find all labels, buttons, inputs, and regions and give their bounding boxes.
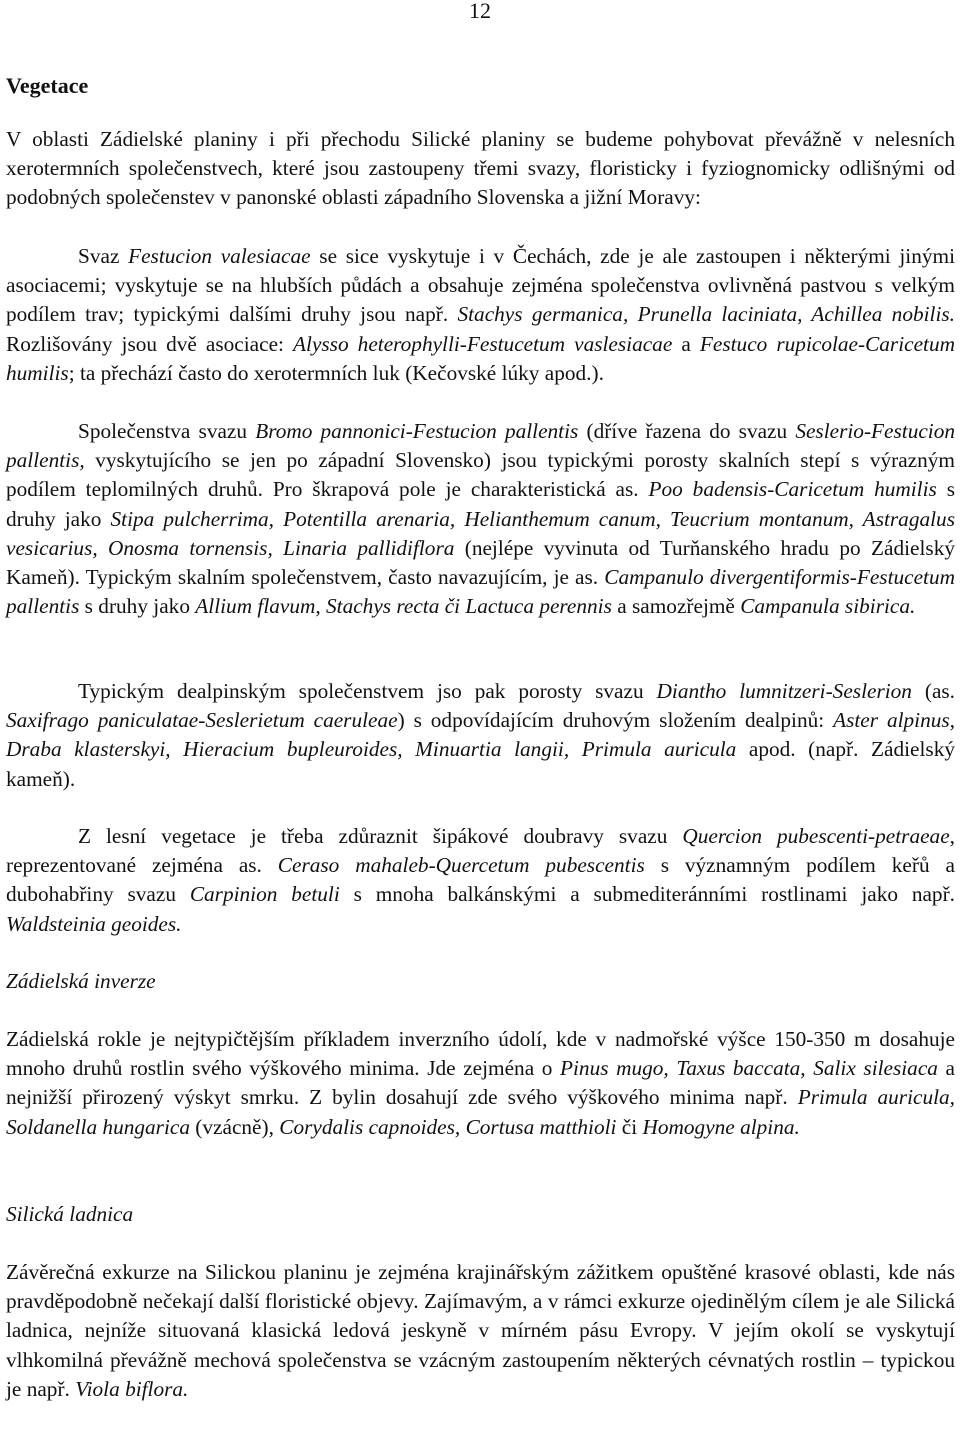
paragraph-forest: Z lesní vegetace je třeba zdůraznit šipákové doubravy svazu Quercion pubescenti-petraeae, reprezentované zejména as. Ceraso mahaleb-Quercetum pubescentis s významným podílem keřů a dubohabřiny svazu Carpinion betuli s mnoha balkánskými a submediteránními rostlinami jako např. Waldsteinia geoides. (6, 824, 955, 936)
paragraph-inverze: Zádielská rokle je nejtypičtějším příkladem inverzního údolí, kde v nadmořské výšce 150-350 m dosahuje mnoho druhů rostlin svého výškového minima. Jde zejména o Pinus mugo, Taxus baccata, Salix silesiaca a nejnižší přirozený výskyt smrku. Z bylin dosahují zde svého výškového minima např. Primula auricula, Soldanella hungarica (vzácně), Corydalis capnoides, Cortusa matthioli či Homogyne alpina. (6, 1027, 956, 1139)
paragraph-dealpin: Typickým dealpinským společenstvem jso pak porosty svazu Diantho lumnitzeri-Seslerion (as. Saxifrago paniculatae-Seslerietum caeruleae) s odpovídajícím druhovým složením dealpinů: Aster alpinus, Draba klasterskyi, Hieracium bupleuroides, Minuartia langii, Primula auricula apod. (např. Zádielský kameň). (6, 679, 956, 791)
section-title: Vegetace (6, 73, 89, 98)
intro-paragraph: V oblasti Zádielské planiny i při přechodu Silické planiny se budeme pohybovat převážně v nelesních xerotermních společenstvech, které jsou zastoupeny třemi svazy, floristicky i fyziognomicky odlišnými od podobných společenstev v panonské oblasti západního Slovenska a jižní Moravy: (6, 127, 955, 210)
page-number: 12 (469, 0, 491, 23)
paragraph-festucion: Svaz Festucion valesiacae se sice vyskytuje i v Čechách, zde je ale zastoupen i některými jinými asociacemi; vyskytuje se na hlubších půdách a obsahuje zejména společenstva ovlivněná pastvou s velkým podílem trav; typickými dalšími druhy jsou např. Stachys germanica, Prunella laciniata, Achillea nobilis. Rozlišovány jsou dvě asociace: Alysso heterophylli-Festucetum vaslesiacae a Festuco rupicolae-Caricetum humilis; ta přechází často do xerotermních luk (Kečovské lúky apod.). (6, 244, 955, 385)
subheading-ladnica: Silická ladnica (6, 1202, 134, 1226)
subheading-inverze: Zádielská inverze (6, 969, 156, 993)
paragraph-ladnica: Závěrečná exkurze na Silickou planinu je zejména krajinářským zážitkem opuštěné krasové oblasti, kde nás pravděpodobně nečekají další floristické objevy. Zajímavým, a v rámci exkurze ojedinělým cílem je ale Silická ladnica, nejníže situovaná klasická ledová jeskyně v mírném pásu Evropy. V jejím okolí se vyskytují vlhkomilná převážně mechová společenstva se vzácným zastoupením některých cévnatých rostlin – typickou je např. Viola biflora. (6, 1260, 955, 1401)
paragraph-bromo: Společenstva svazu Bromo pannonici-Festucion pallentis (dříve řazena do svazu Seslerio-Festucion pallentis, vyskytujícího se jen po západní Slovensko) jsou typickými porosty skalních stepí s výrazným podílem teplomilných druhů. Pro škrapová pole je charakteristická as. Poo badensis-Caricetum humilis s druhy jako Stipa pulcherrima, Potentilla arenaria, Helianthemum canum, Teucrium montanum, Astragalus vesicarius, Onosma tornensis, Linaria pallidiflora (nejlépe vyvinuta od Turňanského hradu po Zádielský Kameň). Typickým skalním společenstvem, často navazujícím, je as. Campanulo divergentiformis-Festucetum pallentis s druhy jako Allium flavum, Stachys recta či Lactuca perennis a samozřejmě Campanula sibirica. (6, 419, 956, 619)
